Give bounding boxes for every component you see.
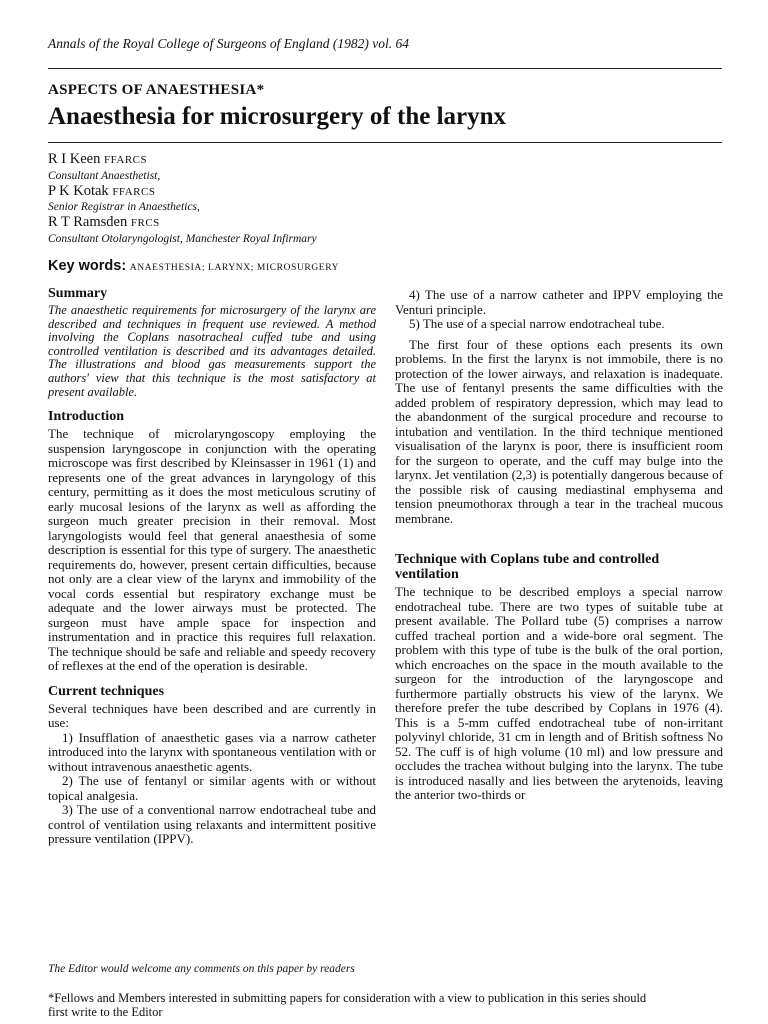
keywords-line (48, 258, 339, 275)
header-rule (48, 68, 722, 69)
introduction-text: The technique of microlaryngoscopy employing the suspension laryngoscope in conjunction with the operating microscope was first described by Kleinsasser in 1961 (1) and represents one of the great advances in laryngology of this century, permitting as it does the most meticulous scrutiny of early mucosal lesions of the larynx as well as affording the surgeon much greater precision in their removal. Most laryngologists would feel that general anaesthesia of some description is essential for this type of surgery. The anaesthetic requirements do, however, present certain difficulties, because not only are a clear view of the larynx and immobility of the vocal cords essential but respiratory exchange must be adequate and the lower airways must be protected. The surgeon must have ample space for inspection and instrumentation and in practice this requires full relaxation. The technique should be safe and reliable and speedy recovery of reflexes at the end of the operation is desirable. (48, 426, 376, 674)
author-qualification: FFARCS (103, 154, 148, 166)
article-title: Anaesthesia for microsurgery of the larynx (48, 103, 507, 130)
technique-item-1: 1) Insufflation of anaesthetic gases via a narrow catheter introduced into the larynx with spontaneous ventilation with or without intravenous anaesthetic agents. (48, 729, 376, 774)
left-column (48, 286, 376, 847)
coplans-technique-text: The technique to be described employs a special narrow endotracheal tube. There are two types of suitable tube at present available. The Pollard tube (5) comprises a narrow cuffed tracheal portion and a wide-bore oral segment. The problem with this type of tube is the bulk of the oral portion, which encroaches on the space in the mouth available to the surgeon for the introduction of the laryngoscope and furthermore partially obstructs his view of the larynx. We therefore prefer the tube described by Coplans in 1976 (4). This is a 5-mm cuffed endotracheal tube of non-irritant polyvinyl chloride, 31 cm in length and of British softness No 52. The cuff is of high volume (10 ml) and low pressure and occludes the trachea without bulging into the larynx. The tube is introduced nasally and lies between the arytenoids, leaving the anterior two-thirds or (395, 584, 723, 802)
author-name: R T Ramsden FRCS (48, 214, 160, 231)
author-qualification: FFARCS (112, 185, 156, 198)
journal-citation: Annals of the Royal College of Surgeons of England (1982) vol. 64 (48, 36, 409, 51)
author-qualification: FRCS (130, 217, 160, 230)
keywords-label: Key words: (48, 258, 127, 274)
technique-item-2: 2) The use of fentanyl or similar agents with or without topical analgesia. (48, 773, 376, 803)
current-techniques-discussion: The first four of these options each presents its own problems. In the first the larynx is not immobile, there is no protection of the lower airways, and relaxation is inadequate. The use of fentanyl presents the same difficulties with the added problem of respiratory depression, which may lead to the abandonment of the surgical procedure and recourse to intubation and ventilation. In the third technique mentioned visualisation of the larynx is poor, there is insufficient room for the surgeon to operate, and the cuff may bulge into the larynx. Jet ventilation (2,3) is potentially dangerous because of the possible risk of causing mediastinal emphysema and tension pneumothorax through a tear in the tracheal mucous membrane. (395, 336, 723, 526)
coplans-technique-heading: Technique with Coplans tube and controlled ventilation (395, 552, 660, 582)
introduction-heading: Introduction (48, 409, 124, 425)
author-role: Senior Registrar in Anaesthetics, (48, 201, 200, 214)
summary-text: The anaesthetic requirements for microsurgery of the larynx are described and techniques in frequent use reviewed. A method involving the Coplans nasotracheal cuffed tube and using controlled ventilation is described and its advantages detailed. The illustrations and blood gas measurements support the authors' view that this technique is the most satisfactory at present available. (48, 303, 376, 399)
right-column (395, 288, 723, 803)
summary-heading: Summary (48, 286, 108, 301)
technique-item-4: 4) The use of a narrow catheter and IPPV employing the Venturi principle. (395, 287, 723, 317)
series-heading: ASPECTS OF ANAESTHESIA* (48, 82, 265, 98)
current-techniques-heading: Current techniques (48, 683, 165, 699)
editor-note: The Editor would welcome any comments on this paper by readers (48, 963, 355, 975)
author-role: Consultant Otolaryngologist, Manchester Royal Infirmary (48, 233, 317, 246)
footnote: *Fellows and Members interested in submitting papers for consideration with a view to publication in this series should first write to the Editor (48, 991, 647, 1019)
keywords-value: ANAESTHESIA; LARYNX; MICROSURGERY (129, 263, 340, 273)
author-name: R I Keen FFARCS (48, 151, 148, 167)
technique-item-5: 5) The use of a special narrow endotracheal tube. (409, 316, 665, 331)
current-techniques-intro: Several techniques have been described and are currently in use: (48, 700, 376, 731)
author-role: Consultant Anaesthetist, (48, 169, 161, 182)
author-block (48, 151, 448, 246)
title-rule (48, 142, 722, 143)
technique-item-3: 3) The use of a conventional narrow endotracheal tube and control of ventilation using relaxants and intermittent positive pressure ventilation (IPPV). (48, 802, 376, 847)
author-name: P K Kotak FFARCS (48, 182, 156, 199)
